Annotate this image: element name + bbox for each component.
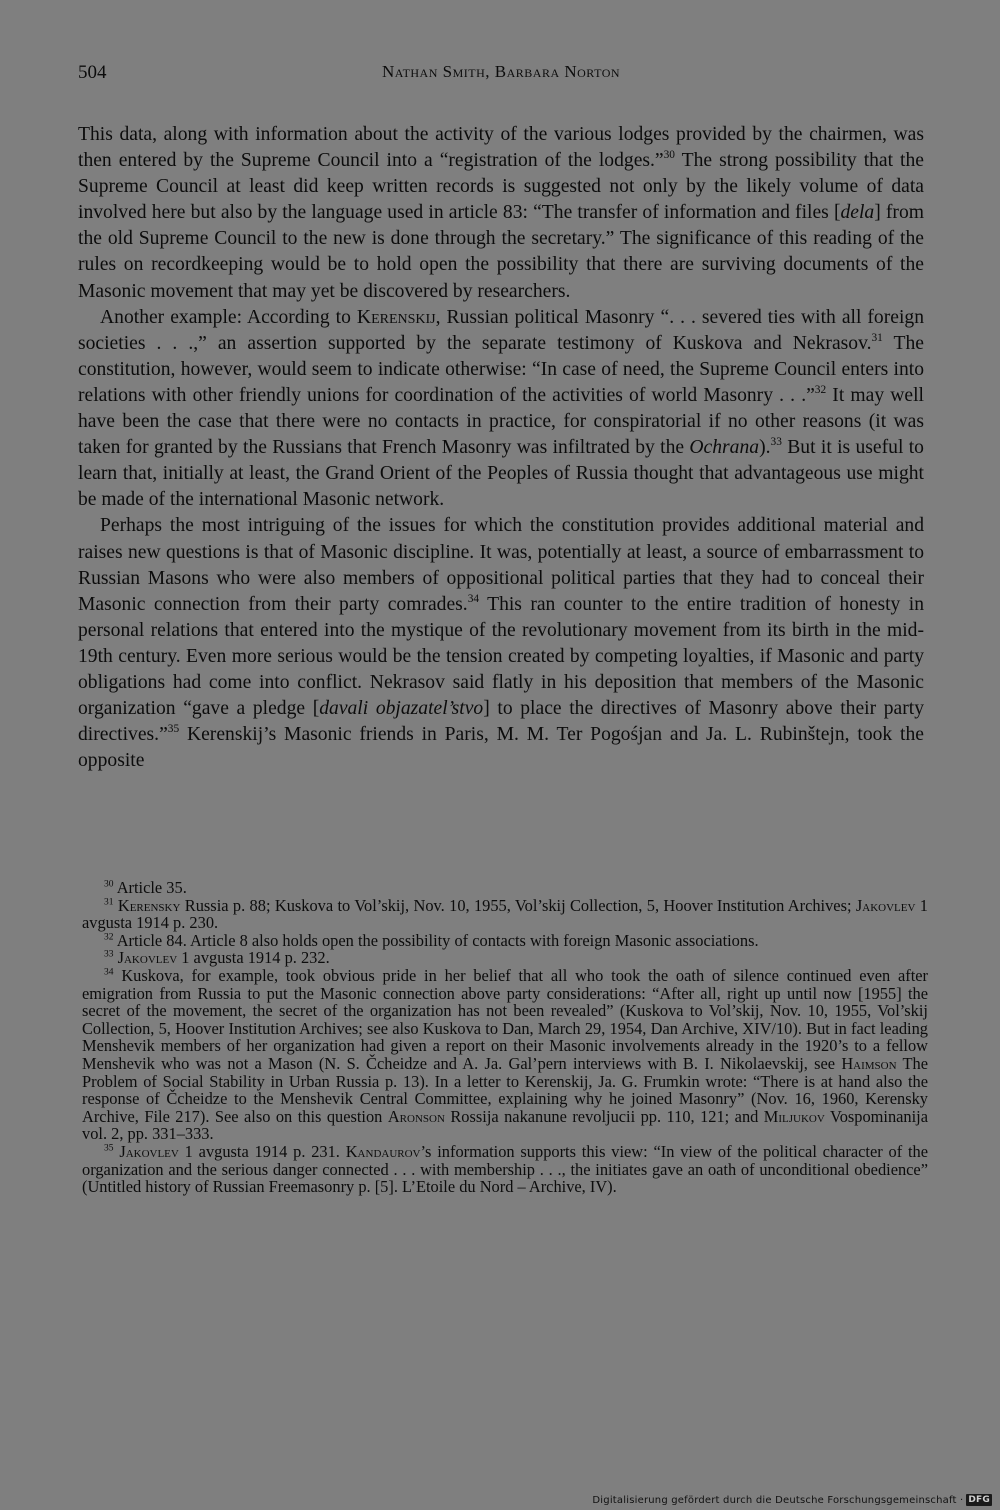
- running-title: Nathan Smith, Barbara Norton: [381, 62, 621, 81]
- footnote-34: $^{34}$ Kuskova, for example, took obvious pride in her belief that all who took the oath of silence continued even after emigration from Russia to put the Masonic connection above party considerations: “After all, right up until now [1955] the secret of the movement, the secret of the organization has not been revealed” (Kuskova to Vol’skij, Nov. 10, 1955, Vol’skij Collection, 5, Hoover Institution Archives; see also Kuskova to Dan, March 29, 1954, Dan Archive, XIV/10). But in fact leading Menshevik members of her organization had given a report on their Masonic involvements already in the 1920’s to a fellow Menshevik who was not a Mason (N. S. Čcheidze and A. Ja. Gal’pern interviews with B. I. Nikolaevskij, see Haimson The Problem of Social Stability in Urban Russia p. 13). In a letter to Kerenskij, Ja. G. Frumkin wrote: “There is at hand also the response of Čcheidze to the Menshevik Central Committee, explaining why he joined Masonry” (Nov. 16, 1960, Kerensky Archive, File 217). See also on this question Aronson Rossija nakanune revoljucii pp. 110, 121; and Miljukov Vospominanija vol. 2, pp. 331–333.: [82, 965, 929, 1144]
- footnote-ref-30: 30: [663, 149, 675, 162]
- footnote-ref-35: 35: [167, 723, 180, 736]
- footnote-31: $^{31}$ Kerensky Russia p. 88; Kuskova to Vol’skij, Nov. 10, 1955, Vol’skij Collection, 5, Hoover Institution Archives; Jakovlev 1 avgusta 1914 p. 230.: [82, 895, 928, 933]
- paragraph-2: Another example: According to Kerenskij, Russian political Masonry “. . . severed ties with all foreign societies . . .,” an assertion supported by the separate testimony of Kuskova and Nekrasov.$^{31}$ The constitution, however, would seem to indicate otherwise: “In case of need, the Supreme Council enters into relations with other friendly unions for coordination of the activities of world Masonry . . .”$^{32}$ It may well have been the case that there were no contacts in practice, for conspiratorial if no other reasons (it was taken for granted by the Russians that French Masonry was infiltrated by the Ochrana).$^{33}$ But it is useful to learn that, initially at least, the Grand Orient of the Peoples of Russia thought that advantageous use might be made of the international Masonic network.: [78, 306, 924, 511]
- footnote-32: $^{32}$ Article 84. Article 8 also holds open the possibility of contacts with foreign Masonic associations.: [104, 930, 759, 950]
- footnotes: [82, 879, 928, 1196]
- footnote-33: $^{33}$ Jakovlev 1 avgusta 1914 p. 232.: [104, 948, 330, 968]
- footnote-ref-32: 32: [814, 383, 827, 396]
- footnote-ref-31: 31: [871, 331, 883, 344]
- main-text: [78, 122, 924, 774]
- dfg-logo-icon: DFG: [968, 1495, 990, 1505]
- footnote-30: $^{30}$ Article 35.: [104, 878, 187, 897]
- page-header: [78, 62, 924, 86]
- footnote-35: $^{35}$ Jakovlev 1 avgusta 1914 p. 231. Kandaurov’s information supports this view: “In view of the political character of the organization and the serious danger connected . . . with membership . . ., the initiates gave an oath of unconditional obedience” (Untitled history of Russian Freemasonry p. [5]. L’Etoile du Nord – Archive, IV).: [82, 1141, 929, 1197]
- page-number: 504: [78, 62, 107, 83]
- footer-credit: Digitalisierung gefördert durch die Deutsche Forschungsgemeinschaft ·: [592, 1494, 964, 1506]
- digitization-footer: [592, 1494, 992, 1506]
- paragraph-3: Perhaps the most intriguing of the issues for which the constitution provides additional material and raises new questions is that of Masonic discipline. It was, potentially at least, a source of embarrassment to Russian Masons who were also members of oppositional political parties that they had to conceal their Masonic connection from their party comrades.$^{34}$ This ran counter to the entire tradition of honesty in personal relations that entered into the mystique of the revolutionary movement from its birth in the mid-19th century. Even more serious would be the tension created by competing loyalties, if Masonic and party obligations had come into conflict. Nekrasov said flatly in his deposition that members of the Masonic organization “gave a pledge [davali objazatel’stvo] to place the directives of Masonry above their party directives.”$^{35}$ Kerenskij’s Masonic friends in Paris, M. M. Ter Pogośjan and Ja. L. Rubinštejn, took the opposite: [78, 515, 924, 772]
- footnote-ref-33: 33: [770, 436, 782, 449]
- paragraph-1: This data, along with information about the activity of the various lodges provided by the chairmen, was then entered by the Supreme Council into a “registration of the lodges.”$^{30}$ The strong possibility that the Supreme Council at least did keep written records is suggested not only by the likely volume of data involved here but also by the language used in article 83: “The transfer of information and files [dela] from the old Supreme Council to the new is done through the secretary.” The significance of this reading of the rules on recordkeeping would be to hold open the possibility that there are surviving documents of the Masonic movement that may yet be discovered by researchers.: [78, 124, 924, 302]
- footnote-ref-34: 34: [467, 592, 480, 605]
